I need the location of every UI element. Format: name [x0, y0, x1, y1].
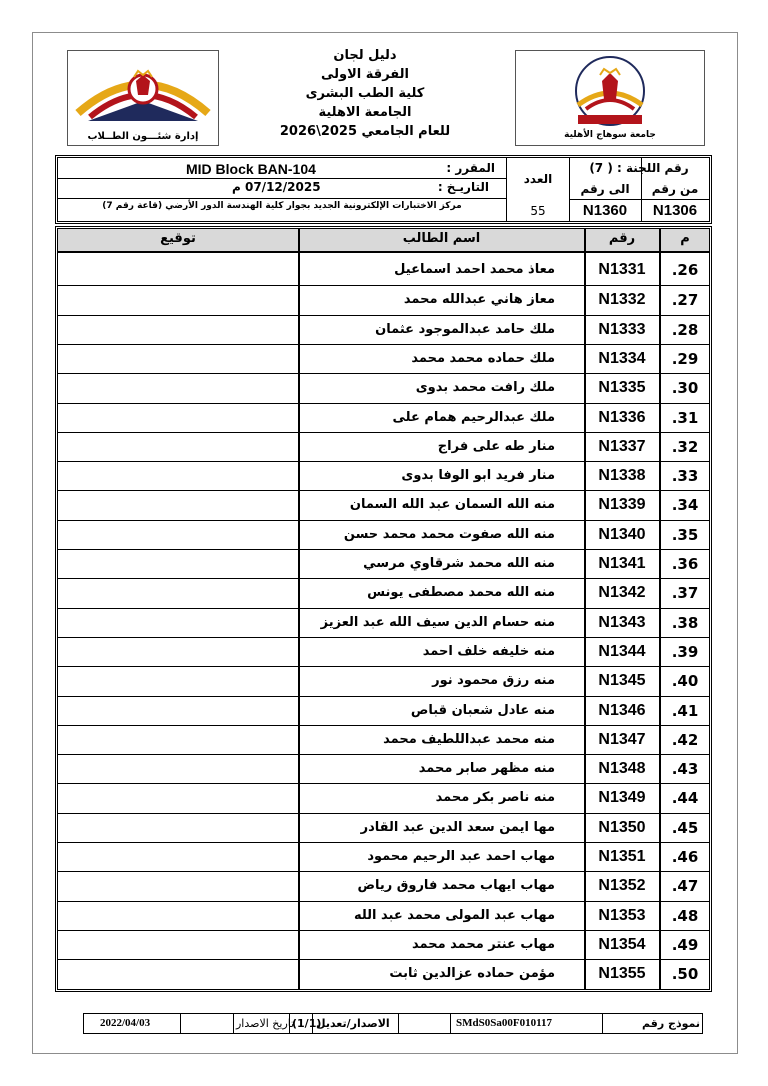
table-row	[58, 871, 709, 900]
student-name: منه الله صفوت محمد محمد حسن	[343, 526, 555, 542]
date-value: 07/12/2025 م	[232, 180, 321, 194]
student-code: N1347	[598, 730, 646, 748]
university-logo	[515, 50, 705, 146]
count-value: 55	[530, 204, 546, 218]
student-code: N1342	[598, 584, 646, 602]
row-index: .47	[671, 877, 699, 896]
student-code: N1350	[598, 818, 646, 836]
student-name: منه عادل شعبان قباص	[410, 702, 555, 718]
signature-cell	[58, 784, 298, 812]
header-signature: توقيع	[160, 231, 196, 246]
table-row	[58, 608, 709, 637]
student-name: مهاب ايهاب محمد فاروق رياض	[357, 878, 555, 894]
faculty-emblem-icon	[68, 51, 218, 131]
header-name: اسم الطالب	[402, 231, 481, 246]
row-index: .33	[671, 467, 699, 486]
row-index: .42	[671, 730, 699, 749]
signature-cell	[58, 609, 298, 637]
table-row	[58, 666, 709, 695]
row-index: .30	[671, 379, 699, 398]
student-code: N1335	[598, 379, 646, 397]
issue-date-label: تاريخ الاصدار	[236, 1017, 295, 1030]
table-row	[58, 315, 709, 344]
student-name: منه خليفه خلف احمد	[422, 643, 555, 659]
signature-cell	[58, 491, 298, 519]
student-roster-table	[55, 226, 712, 992]
signature-cell	[58, 726, 298, 754]
signature-cell	[58, 316, 298, 344]
faculty-logo	[67, 50, 219, 146]
signature-cell	[58, 755, 298, 783]
table-header	[58, 229, 709, 253]
table-row	[58, 696, 709, 725]
student-name: منه مظهر صابر محمد	[418, 761, 555, 777]
student-code: N1341	[598, 555, 646, 572]
table-row	[58, 813, 709, 842]
row-index: .36	[671, 555, 699, 573]
signature-cell	[58, 374, 298, 402]
student-code: N1334	[598, 349, 646, 367]
to-value: N1360	[582, 202, 628, 219]
document-title	[240, 46, 490, 141]
date-label: التاريـخ :	[437, 180, 489, 194]
committee-info-table	[55, 155, 712, 224]
exam-location: مركز الاختبارات الإلكترونية الجديد بجوار كلية الهندسة الدور الأرضي (قاعة رقم 7)	[102, 201, 462, 211]
signature-cell	[58, 931, 298, 959]
signature-cell	[58, 843, 298, 871]
student-name: مها ايمن سعد الدين عبد القادر	[360, 819, 555, 835]
row-index: .38	[671, 613, 699, 632]
student-code: N1345	[598, 672, 646, 690]
row-index: .48	[671, 906, 699, 925]
student-code: N1343	[598, 613, 646, 631]
signature-cell	[58, 286, 298, 314]
student-code: N1355	[598, 965, 646, 983]
row-index: .41	[671, 701, 699, 720]
row-index: .44	[671, 789, 699, 808]
student-code: N1344	[598, 642, 646, 660]
from-label: من رقم	[651, 182, 699, 196]
row-index: .46	[671, 848, 699, 866]
table-row	[58, 578, 709, 607]
student-name: منه رزق محمود نور	[432, 673, 555, 689]
row-index: .32	[671, 437, 699, 456]
student-code: N1351	[598, 848, 646, 865]
student-code: N1333	[598, 320, 646, 338]
student-code: N1336	[598, 408, 646, 426]
student-name: مهاب احمد عبد الرحيم محمود	[367, 849, 555, 864]
row-index: .26	[671, 261, 699, 279]
student-code: N1349	[598, 789, 646, 807]
table-row	[58, 842, 709, 871]
student-name: منه حسام الدين سيف الله عبد العزيز	[320, 614, 555, 630]
signature-cell	[58, 433, 298, 461]
student-name: منار فريد ابو الوفا بدوى	[401, 468, 555, 484]
student-name: ملك رافت محمد بدوى	[415, 380, 555, 396]
student-code: N1354	[598, 935, 646, 953]
row-index: .50	[671, 965, 699, 984]
row-index: .43	[671, 760, 699, 779]
student-code: N1337	[598, 437, 646, 455]
university-emblem-icon	[516, 51, 704, 141]
signature-cell	[58, 902, 298, 930]
signature-cell	[58, 872, 298, 900]
signature-cell	[58, 697, 298, 725]
student-name: معاذ محمد احمد اسماعيل	[394, 262, 555, 277]
form-number-value: SMdS0Sa00F010117	[456, 1017, 552, 1029]
student-name: منه محمد عبداللطيف محمد	[383, 731, 555, 747]
table-row	[58, 256, 709, 285]
row-index: .31	[671, 408, 699, 427]
student-code: N1339	[598, 496, 646, 514]
edition-label: الاصدار/تعديل	[316, 1017, 390, 1030]
row-index: .45	[671, 818, 699, 837]
table-row	[58, 461, 709, 490]
row-index: .27	[671, 291, 699, 310]
issue-date-value: 2022/04/03	[100, 1017, 151, 1029]
row-index: .35	[671, 525, 699, 544]
table-row	[58, 373, 709, 402]
title-line: للعام الجامعي 2025\2026	[279, 124, 451, 139]
signature-cell	[58, 256, 298, 285]
count-label: العدد	[523, 172, 553, 186]
table-row	[58, 930, 709, 959]
student-code: N1338	[598, 467, 646, 485]
student-code: N1348	[598, 760, 646, 778]
table-row	[58, 754, 709, 783]
row-index: .34	[671, 496, 699, 515]
signature-cell	[58, 404, 298, 432]
table-row	[58, 637, 709, 666]
document-footer	[83, 1013, 703, 1034]
title-line: الجامعة الاهلية	[318, 105, 412, 120]
student-code: N1340	[598, 525, 646, 543]
signature-cell	[58, 814, 298, 842]
table-row	[58, 959, 709, 988]
table-row	[58, 901, 709, 930]
signature-cell	[58, 667, 298, 695]
to-label: الى رقم	[580, 182, 630, 196]
row-index: .37	[671, 584, 699, 603]
student-code: N1332	[598, 291, 646, 309]
course-label: المقرر :	[446, 161, 495, 175]
title-line: الفرقة الاولى	[321, 67, 409, 82]
student-name: مهاب عنتر محمد محمد	[411, 936, 555, 952]
student-name: ملك عبدالرحيم همام على	[392, 409, 555, 425]
signature-cell	[58, 550, 298, 578]
student-name: منه الله السمان عبد الله السمان	[349, 497, 555, 513]
table-row	[58, 725, 709, 754]
signature-cell	[58, 579, 298, 607]
signature-cell	[58, 345, 298, 373]
table-row	[58, 344, 709, 373]
student-name: مؤمن حماده عزالدين ثابت	[389, 966, 555, 982]
table-row	[58, 490, 709, 519]
student-name: مهاب عبد المولى محمد عبد الله	[353, 907, 555, 923]
row-index: .28	[671, 320, 699, 339]
signature-cell	[58, 960, 298, 988]
student-name: ملك حماده محمد محمد	[411, 350, 555, 366]
student-code: N1353	[598, 906, 646, 924]
student-code: N1346	[598, 701, 646, 719]
row-index: .40	[671, 672, 699, 691]
student-code: N1331	[598, 261, 646, 278]
table-row	[58, 285, 709, 314]
table-row	[58, 520, 709, 549]
logo-caption: إدارة شئـــون الطــلاب	[87, 131, 199, 142]
student-name: منه الله محمد شرقاوي مرسي	[363, 556, 555, 571]
student-name: منه الله محمد مصطفى يونس	[367, 585, 555, 601]
student-name: ملك حامد عبدالموجود عثمان	[375, 321, 555, 337]
signature-cell	[58, 638, 298, 666]
student-name: منه ناصر بكر محمد	[435, 790, 555, 806]
logo-caption: جامعة سوهاج الأهلية	[564, 130, 656, 140]
signature-cell	[58, 521, 298, 549]
header-index: م	[680, 231, 690, 246]
signature-cell	[58, 462, 298, 490]
row-index: .49	[671, 935, 699, 954]
row-index: .29	[671, 349, 699, 368]
edition-value: (1/1)	[292, 1017, 322, 1030]
table-row	[58, 403, 709, 432]
student-name: منار طه على فراج	[437, 438, 555, 454]
table-row	[58, 783, 709, 812]
table-row	[58, 432, 709, 461]
course-value: MID Block BAN-104	[186, 161, 316, 177]
row-index: .39	[671, 642, 699, 661]
header-code: رقم	[608, 231, 636, 246]
committee-number: رقم اللجنة : ( 7)	[589, 161, 689, 175]
form-number-label: نموذج رقم	[642, 1017, 700, 1030]
table-row	[58, 549, 709, 578]
student-name: معاز هاني عبدالله محمد	[403, 292, 555, 308]
title-line: كلية الطب البشرى	[305, 86, 425, 101]
from-value: N1306	[652, 202, 698, 219]
title-line: دليل لجان	[333, 48, 397, 63]
student-code: N1352	[598, 877, 646, 895]
